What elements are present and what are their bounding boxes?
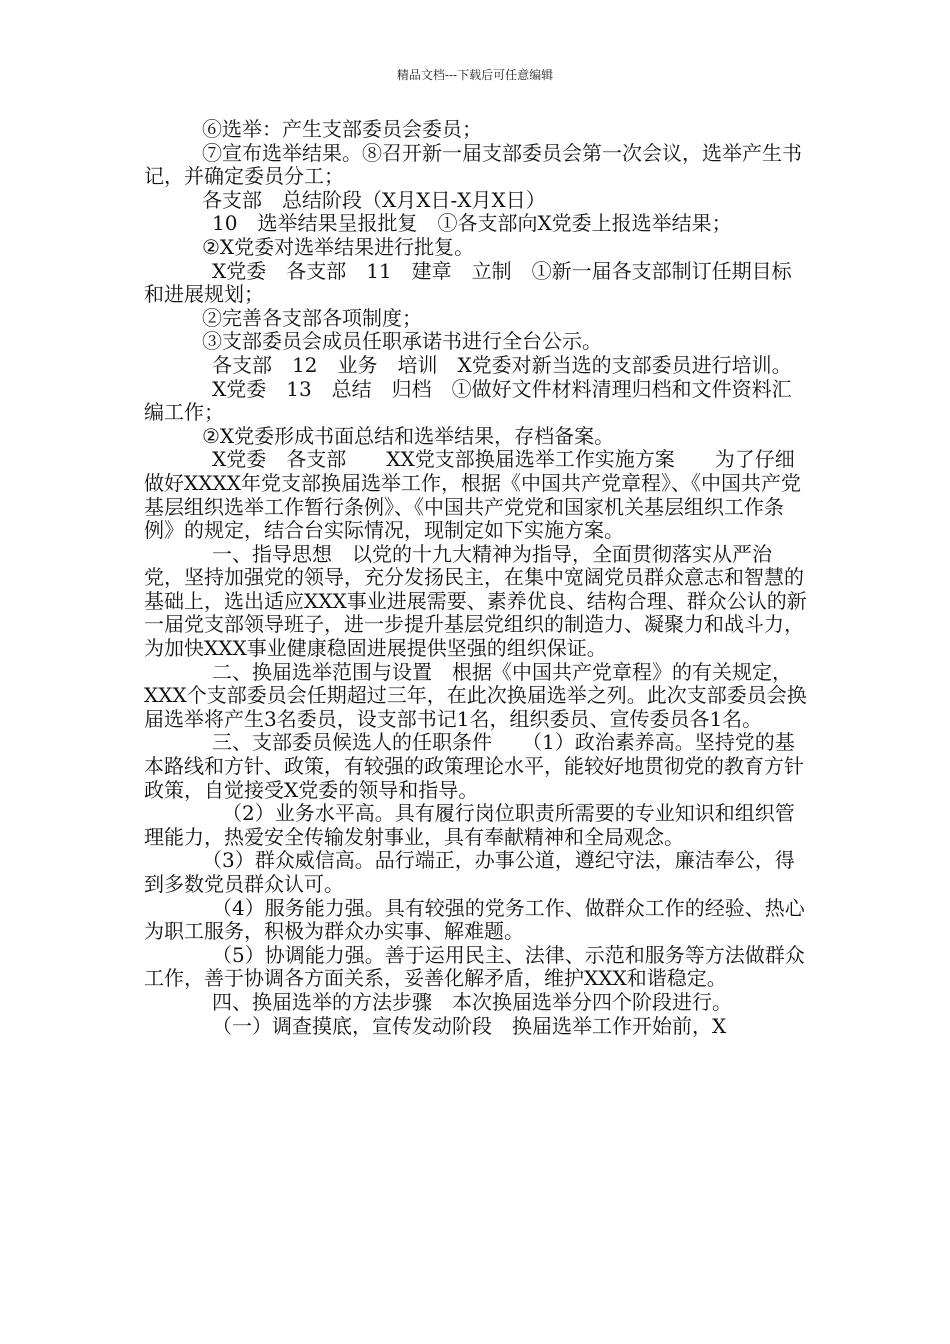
paragraph: X党委 13 总结 归档 ①做好文件材料清理归档和文件资料汇编工作；: [144, 376, 792, 425]
paragraph: （3）群众威信高。品行端正，办事公道，遵纪守法，廉洁奉公，得到多数党员群众认可。: [144, 848, 795, 896]
paragraph: 二、换届选举范围与设置 根据《中国共产党章程》的有关规定，XXX个支部委员会任期超过三年，在此次换届选举之列。此次支部委员会换届选举将产生3名委员，设支部书记1名，组织委员、宣传委员各1名。: [144, 659, 807, 731]
paragraph: 各支部 总结阶段（X月X日-X月X日）: [202, 187, 546, 212]
paragraph: 各支部 12 业务 培训 X党委对新当选的支部委员进行培训。: [212, 352, 792, 377]
paragraph: （2）业务水平高。具有履行岗位职责所需要的专业知识和组织管理能力，热爱安全传输发射事业，具有奉献精神和全局观念。: [144, 801, 795, 849]
paragraph: ②X党委形成书面总结和选举结果，存档备案。: [202, 423, 615, 448]
paragraph: ②X党委对选举结果进行批复。: [202, 234, 475, 259]
document-body: [144, 118, 808, 1038]
paragraph: X党委 各支部 XX党支部换届选举工作实施方案 为了仔细做好XXXX年党支部换届选举工作，根据《中国共产党章程》、《中国共产党基层组织选举工作暂行条例》、《中国共产党党和国家机关基层组织工作条例》的规定，结合台实际情况，现制定如下实施方案。: [144, 447, 801, 543]
paragraph: ③支部委员会成员任职承诺书进行全台公示。: [202, 329, 602, 354]
paragraph: 一、指导思想 以党的十九大精神为指导，全面贯彻落实从严治党，坚持加强党的领导，充分发扬民主，在集中宽阔党员群众意志和智慧的基础上，选出适应XXX事业进展需要、素养优良、结构合理、群众公认的新一届党支部领导班子，进一步提升基层党组织的制造力、凝聚力和战斗力，为加快XXX事业健康稳固进展提供坚强的组织保证。: [144, 541, 807, 661]
paragraph: ⑦宣布选举结果。⑧召开新一届支部委员会第一次会议，选举产生书记，并确定委员分工；: [144, 140, 802, 189]
page-header: 精品文档---下载后可任意编辑: [396, 68, 554, 82]
paragraph: ②完善各支部各项制度；: [202, 305, 422, 330]
paragraph: （4）服务能力强。具有较强的党务工作、做群众工作的经验、热心为职工服务，积极为群众办实事、解难题。: [144, 895, 805, 944]
paragraph: （一）调查摸底，宣传发动阶段 换届选举工作开始前，X: [212, 1013, 727, 1038]
paragraph: （5）协调能力强。善于运用民主、法律、示范和服务等方法做群众工作，善于协调各方面关系，妥善化解矛盾，维护XXX和谐稳定。: [144, 942, 805, 991]
paragraph: 10 选举结果呈报批复 ①各支部向X党委上报选举结果；: [212, 211, 732, 236]
paragraph: 四、换届选举的方法步骤 本次换届选举分四个阶段进行。: [212, 989, 732, 1014]
paragraph: ⑥选举：产生支部委员会委员；: [202, 117, 482, 141]
paragraph: X党委 各支部 11 建章 立制 ①新一届各支部制订任期目标和进展规划；: [144, 258, 792, 307]
paragraph: 三、支部委员候选人的任职条件 （1）政治素养高。坚持党的基本路线和方针、政策，有较强的政策理论水平，能较好地贯彻党的教育方针政策，自觉接受X党委的领导和指导。: [144, 730, 804, 802]
